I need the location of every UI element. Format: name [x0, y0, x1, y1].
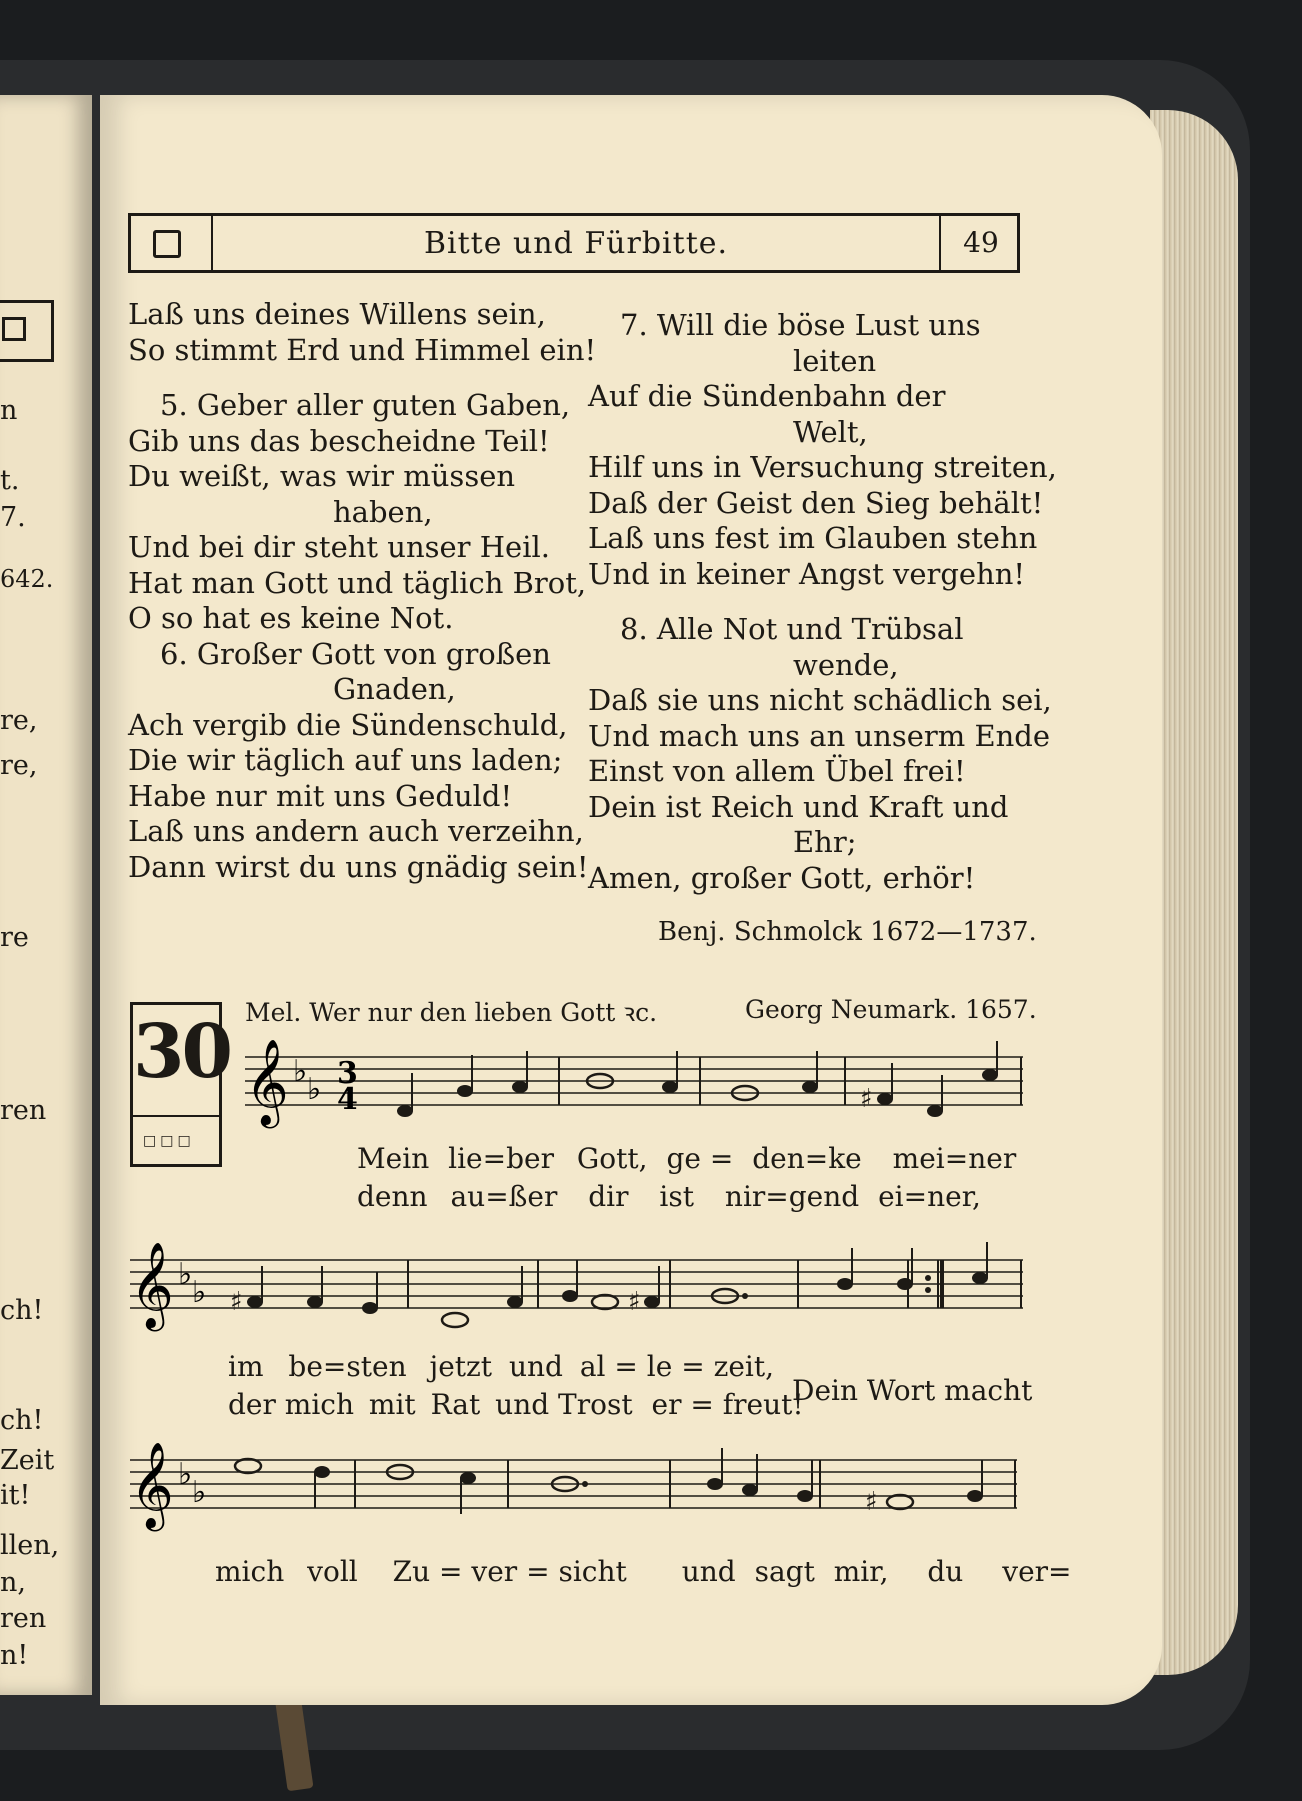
- verse-line: Einst von allem Übel frei!: [588, 754, 966, 788]
- lyric-syllable: Zu: [392, 1555, 431, 1588]
- verse-line: Dein ist Reich und Kraft und: [588, 789, 1009, 824]
- left-fragment: re: [0, 922, 29, 953]
- lyric-syllable: mir,: [833, 1555, 889, 1588]
- verse-line: Gnaden,: [333, 672, 456, 706]
- verses-right-column: [588, 308, 1057, 896]
- music-staff-2: [130, 1242, 1025, 1328]
- music-staff-1: [245, 1039, 1025, 1125]
- lyric-syllable: Gott,: [576, 1142, 648, 1175]
- left-fragment: it!: [0, 1480, 31, 1511]
- verse-line: Daß sie uns nicht schädlich sei,: [588, 683, 1052, 717]
- lyric-syllable: freut!: [722, 1388, 804, 1421]
- treble-clef-icon: 𝄞: [130, 1242, 174, 1328]
- verse-line: [128, 368, 596, 388]
- left-fragment: t.: [0, 465, 20, 496]
- lyric-syllable: zeit,: [713, 1350, 775, 1383]
- lyric-syllable: sagt: [754, 1555, 815, 1588]
- lyric-syllable: und: [681, 1555, 736, 1588]
- lyric-syllable: und: [508, 1350, 563, 1383]
- svg-text:♯: ♯: [865, 1487, 878, 1517]
- verse-line: 8. Alle Not und Trübsal: [620, 612, 964, 646]
- verse-line: Habe nur mit uns Geduld!: [128, 778, 513, 813]
- treble-clef-icon: 𝄞: [130, 1442, 174, 1528]
- page-number: 49: [963, 226, 999, 259]
- lyric-syllable: ge: [666, 1142, 701, 1175]
- left-fragment: ch!: [0, 1405, 44, 1436]
- verse-line: Amen, großer Gott, erhör!: [588, 860, 976, 895]
- verse-line: Die wir täglich auf uns laden;: [128, 743, 563, 777]
- lyric-syllable: ke: [828, 1142, 862, 1175]
- verse-line: Gib uns das bescheidne Teil!: [128, 423, 550, 458]
- lyric-syllable: im: [228, 1350, 264, 1383]
- lyric-hyphen: =: [482, 1142, 507, 1175]
- lyric-syllable: ver=: [1002, 1555, 1072, 1588]
- flat-icon: ♭: [192, 1275, 207, 1310]
- lyric-syllable: mich: [215, 1555, 285, 1588]
- lyrics-system-2-line-1: [228, 1350, 774, 1383]
- verse-line: Daß der Geist den Sieg behält!: [588, 485, 1044, 520]
- left-fragment: ren: [0, 1603, 47, 1634]
- lyric-syllable: ist: [659, 1180, 694, 1213]
- flat-icon: ♭: [192, 1475, 207, 1510]
- svg-text:♯: ♯: [860, 1084, 873, 1114]
- verse-line: Laß uns andern auch verzeihn,: [128, 814, 584, 848]
- left-fragment: 7.: [0, 502, 26, 533]
- lyric-syllable: du: [927, 1555, 964, 1588]
- left-fragment: re,: [0, 705, 38, 736]
- lyric-hyphen: =: [681, 1350, 705, 1383]
- lyric-hyphen: =: [614, 1350, 638, 1383]
- lyric-hyphen: =: [903, 1180, 928, 1213]
- left-header-square-icon: [2, 317, 26, 341]
- verse-line: So stimmt Erd und Himmel ein!: [128, 332, 597, 367]
- verses-left-column: [128, 297, 596, 885]
- left-fragment: re,: [0, 750, 38, 781]
- lyric-hyphen: =: [439, 1555, 463, 1588]
- left-fragment: n!: [0, 1640, 29, 1671]
- verse-line: Du weißt, was wir müssen: [128, 459, 516, 493]
- lyric-syllable: Mein: [357, 1142, 430, 1175]
- lyric-hyphen: =: [709, 1142, 734, 1175]
- verse-line: O so hat es keine Not.: [128, 601, 454, 635]
- verse-line: 6. Großer Gott von großen: [160, 636, 551, 671]
- lyric-syllable: mit: [368, 1388, 416, 1421]
- time-signature-top: 3: [337, 1056, 358, 1091]
- melody-composer: Georg Neumark. 1657.: [745, 995, 1037, 1024]
- page-header: [128, 213, 1020, 273]
- lyric-syllable: und Trost: [495, 1388, 633, 1421]
- left-fragment: n: [0, 395, 18, 426]
- lyric-syllable: dir: [588, 1180, 629, 1213]
- left-fragment: n,: [0, 1567, 26, 1598]
- flat-icon: ♭: [307, 1072, 322, 1107]
- verse-line: Und bei dir steht unser Heil.: [128, 530, 550, 564]
- author-credit: Benj. Schmolck 1672—1737.: [658, 917, 1037, 947]
- lyric-syllable: Rat: [430, 1388, 481, 1421]
- hymn-box-divider: [133, 1115, 219, 1117]
- lyric-syllable: sten: [346, 1350, 407, 1383]
- lyric-syllable: le: [646, 1350, 673, 1383]
- lyric-syllable: ner,: [927, 1180, 981, 1213]
- treble-clef-icon: 𝄞: [245, 1039, 289, 1125]
- verse-line: haben,: [333, 494, 433, 529]
- left-fragment: 642.: [0, 565, 54, 593]
- verse-line: wende,: [793, 647, 899, 682]
- left-page: [0, 95, 92, 1695]
- verse-line: Laß uns fest im Glauben stehn: [588, 521, 1038, 555]
- verse-line: Und in keiner Angst vergehn!: [588, 556, 1026, 591]
- left-fragment: Zeit: [0, 1445, 55, 1476]
- lyric-syllable: al: [579, 1350, 606, 1383]
- melody-reference: Mel. Wer nur den lieben Gott ꝛc.: [245, 998, 658, 1027]
- music-staff-3: [130, 1442, 1025, 1528]
- verse-line: Laß uns deines Willens sein,: [128, 297, 546, 331]
- verse-line: Hat man Gott und täglich Brot,: [128, 565, 587, 600]
- verse-line: Auf die Sündenbahn der: [588, 379, 946, 413]
- hymn-number: 30: [133, 1009, 230, 1095]
- lyric-syllable: ber: [506, 1142, 554, 1175]
- lyric-syllable: ßer: [508, 1180, 558, 1213]
- hymn-squares-icon: □□□: [143, 1133, 195, 1149]
- lyric-syllable: au: [450, 1180, 486, 1213]
- lyric-hyphen: =: [526, 1555, 550, 1588]
- verse-line: leiten: [793, 343, 877, 378]
- verse-line: 5. Geber aller guten Gaben,: [160, 388, 571, 422]
- verse-line: 7. Will die böse Lust uns: [620, 308, 981, 342]
- left-fragment: llen,: [0, 1530, 60, 1561]
- left-fragment: ren: [0, 1095, 47, 1126]
- verse-line: Dann wirst du uns gnädig sein!: [128, 849, 589, 884]
- lyric-syllable: denn: [357, 1180, 428, 1213]
- lyric-syllable: lie: [448, 1142, 483, 1175]
- lyric-syllable: sicht: [558, 1555, 627, 1588]
- time-signature-bottom: 4: [337, 1082, 358, 1117]
- flat-icon: ♭: [293, 1054, 308, 1089]
- notes: [235, 1448, 983, 1517]
- svg-text:♯: ♯: [230, 1287, 243, 1317]
- lyric-syllable: mei=ner: [892, 1142, 1017, 1175]
- lyric-hyphen: =: [690, 1388, 714, 1421]
- lyrics-system-2-tail: Dein Wort macht: [792, 1374, 1033, 1407]
- lyric-syllable: der mich: [228, 1388, 354, 1421]
- lyric-syllable: ei: [878, 1180, 904, 1213]
- left-fragment: ch!: [0, 1295, 44, 1326]
- lyric-hyphen: =: [804, 1142, 829, 1175]
- page-edges: [1150, 110, 1238, 1675]
- lyrics-system-1-line-1: [357, 1142, 1016, 1175]
- verse-line: Ehr;: [793, 825, 857, 859]
- verse-line: Und mach uns an unserm Ende: [588, 718, 1051, 753]
- lyric-hyphen: =: [322, 1350, 347, 1383]
- lyrics-system-2-line-2: [228, 1388, 804, 1421]
- section-title: Bitte und Fürbitte.: [423, 226, 729, 261]
- lyric-syllable: nir=gend: [724, 1180, 860, 1213]
- verse-line: [588, 592, 1057, 612]
- lyrics-system-1-line-2: [357, 1180, 981, 1213]
- flat-icon: ♭: [178, 1457, 193, 1492]
- verse-line: Hilf uns in Versuchung streiten,: [588, 450, 1057, 484]
- hymn-number-box: [130, 1002, 230, 1167]
- header-square-icon: [153, 230, 181, 258]
- verse-line: Ach vergib die Sündenschuld,: [128, 707, 568, 742]
- verse-line: Welt,: [793, 414, 868, 449]
- lyric-syllable: ver: [471, 1555, 518, 1588]
- lyric-hyphen: =: [485, 1180, 509, 1213]
- lyric-syllable: den: [752, 1142, 805, 1175]
- lyric-syllable: jetzt: [429, 1350, 493, 1383]
- lyric-syllable: voll: [307, 1555, 358, 1588]
- lyric-syllable: be: [288, 1350, 323, 1383]
- flat-icon: ♭: [178, 1257, 193, 1292]
- lyrics-system-3-line-1: [215, 1555, 1071, 1588]
- svg-text:♯: ♯: [628, 1287, 641, 1317]
- lyric-syllable: er: [651, 1388, 682, 1421]
